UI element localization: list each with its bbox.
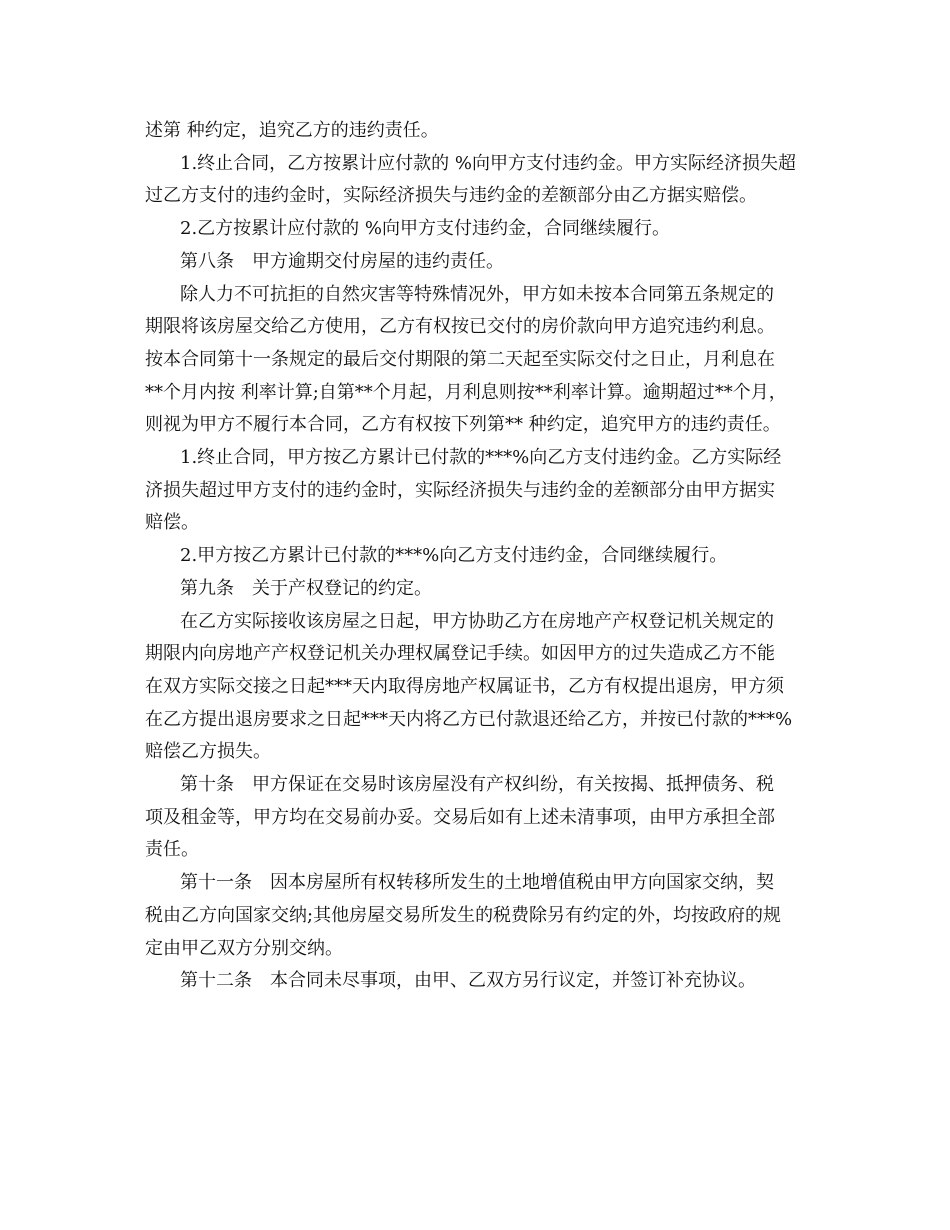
paragraph [145, 606, 810, 770]
text-line: 述第 种约定，追究乙方的违约责任。 [145, 120, 439, 141]
text-line: 过乙方支付的违约金时，实际经济损失与违约金的差额部分由乙方据实赔偿。 [145, 185, 757, 207]
paragraph [145, 442, 810, 540]
text-line: 定由甲乙双方分别交纳。 [145, 937, 343, 959]
text-line: 第九条 关于产权登记的约定。 [180, 577, 432, 599]
paragraph [145, 246, 810, 279]
text-line: 第八条 甲方逾期交付房屋的违约责任。 [180, 250, 504, 272]
paragraph [145, 213, 810, 246]
paragraph [145, 279, 810, 443]
paragraph [145, 573, 810, 606]
text-line: 1.终止合同，甲方按乙方累计已付款的***%向乙方支付违约金。乙方实际经 [180, 447, 782, 469]
paragraph [145, 965, 810, 998]
text-line: 责任。 [145, 839, 199, 861]
text-line: 赔偿乙方损失。 [145, 741, 271, 763]
paragraph [145, 115, 810, 148]
text-line: 济损失超过甲方支付的违约金时，实际经济损失与违约金的差额部分由甲方据实 [145, 479, 775, 501]
paragraph [145, 867, 810, 965]
paragraph [145, 540, 810, 573]
text-line: 2.甲方按乙方累计已付款的***%向乙方支付违约金，合同继续履行。 [180, 545, 728, 567]
text-line: 期限内向房地产产权登记机关办理权属登记手续。如因甲方的过失造成乙方不能 [145, 643, 775, 665]
text-line: 在乙方提出退房要求之日起***天内将乙方已付款退还给乙方，并按已付款的***% [145, 708, 793, 730]
text-line: 第十条 甲方保证在交易时该房屋没有产权纠纷，有关按揭、抵押债务、税 [180, 774, 774, 796]
text-line: 则视为甲方不履行本合同，乙方有权按下列第** 种约定，追究甲方的违约责任。 [145, 414, 781, 436]
paragraph [145, 148, 810, 213]
document-body [145, 115, 810, 998]
text-line: 赔偿。 [145, 512, 199, 534]
text-line: 税由乙方向国家交纳;其他房屋交易所发生的税费除另有约定的外，均按政府的规 [145, 904, 782, 926]
text-line: 2.乙方按累计应付款的 %向甲方支付违约金，合同继续履行。 [180, 218, 670, 240]
text-line: 期限将该房屋交给乙方使用，乙方有权按已交付的房价款向甲方追究违约利息。 [145, 316, 775, 338]
text-line: **个月内按 利率计算;自第**个月起，月利息则按**利率计算。逾期超过**个月， [145, 381, 787, 403]
text-line: 项及租金等，甲方均在交易前办妥。交易后如有上述未清事项，由甲方承担全部 [145, 806, 775, 828]
text-line: 在双方实际交接之日起***天内取得房地产权属证书，乙方有权提出退房，甲方须 [145, 675, 784, 697]
paragraph [145, 769, 810, 867]
text-line: 1.终止合同，乙方按累计应付款的 %向甲方支付违约金。甲方实际经济损失超 [180, 152, 796, 174]
text-line: 按本合同第十一条规定的最后交付期限的第二天起至实际交付之日止，月利息在 [145, 348, 775, 370]
text-line: 在乙方实际接收该房屋之日起，甲方协助乙方在房地产产权登记机关规定的 [180, 610, 774, 632]
text-line: 除人力不可抗拒的自然灾害等特殊情况外，甲方如未按本合同第五条规定的 [180, 283, 774, 305]
text-line: 第十二条 本合同未尽事项，由甲、乙双方另行议定，并签订补充协议。 [180, 970, 756, 992]
text-line: 第十一条 因本房屋所有权转移所发生的土地增值税由甲方向国家交纳，契 [180, 872, 774, 894]
